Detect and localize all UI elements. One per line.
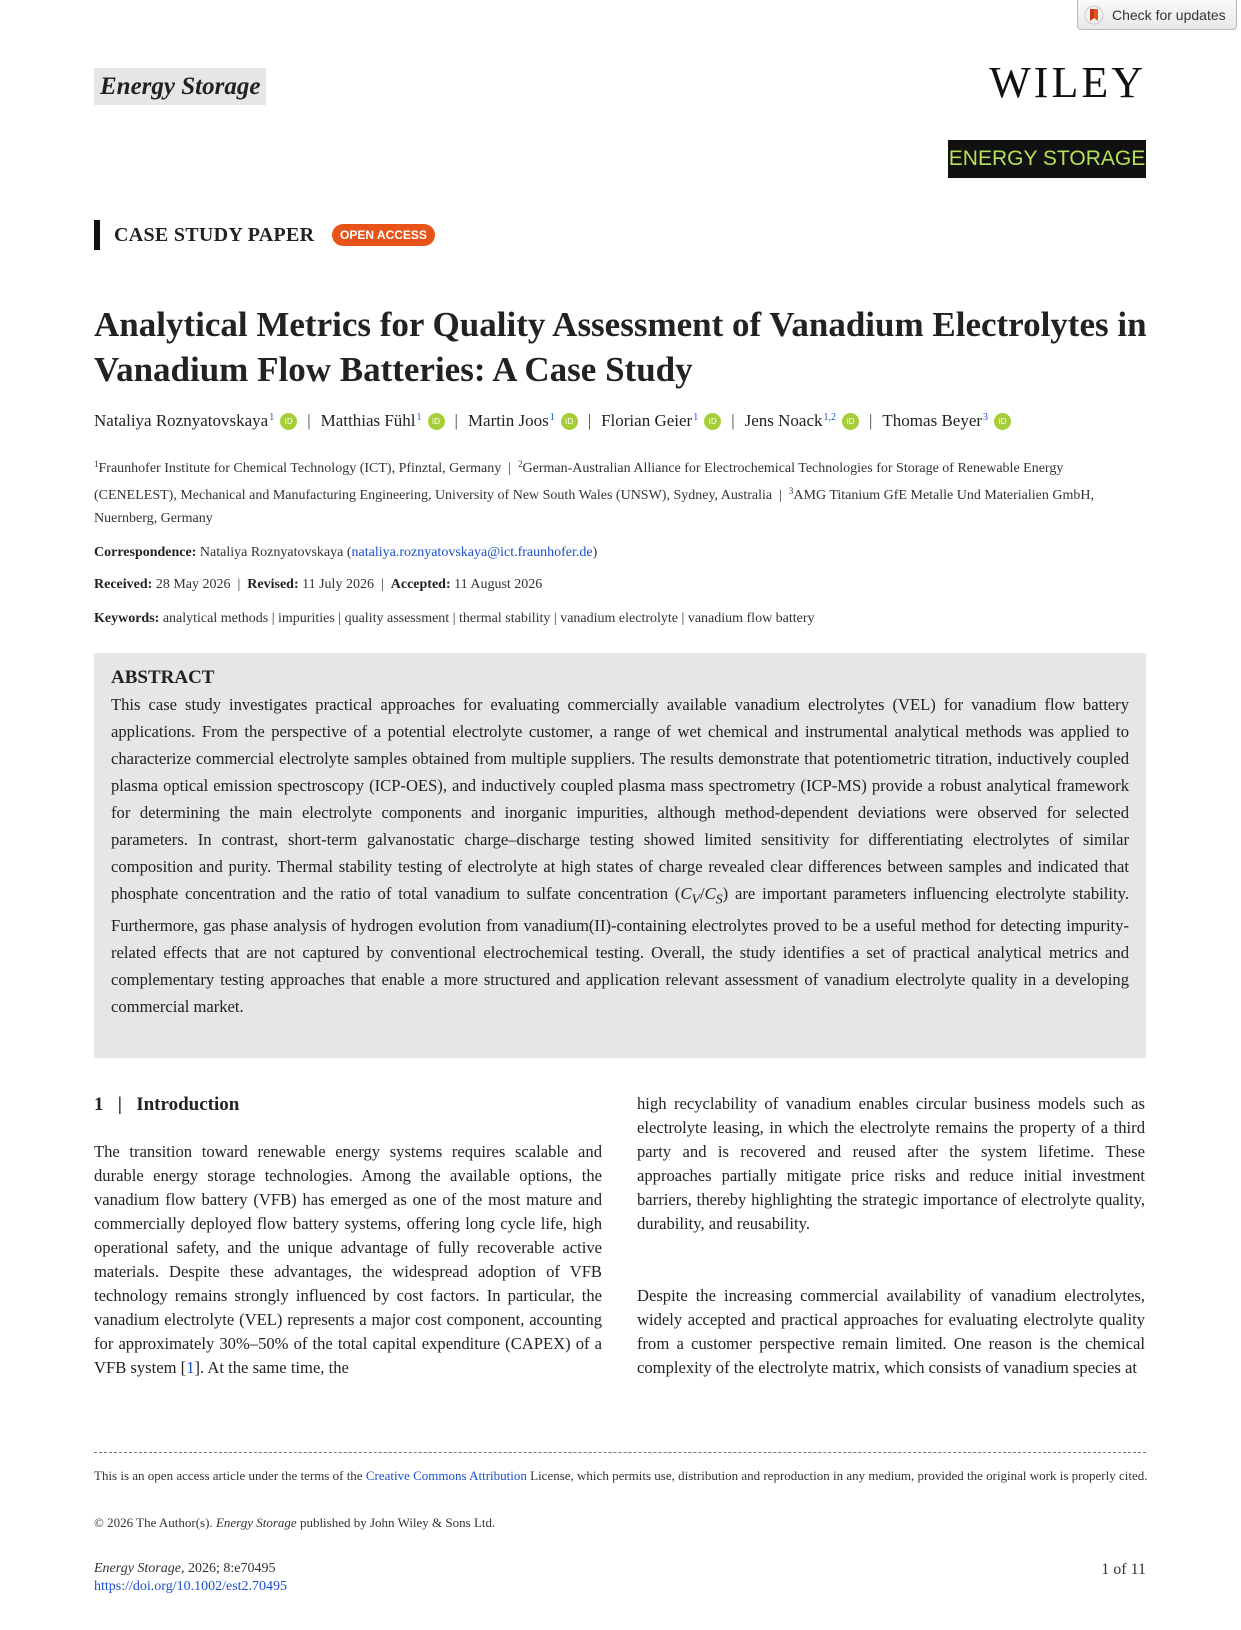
footer-citation (94, 1560, 275, 1578)
abstract-text: This case study investigates practical approaches for evaluating commercially available vanadium electrolytes (VEL) for vanadium flow battery applications. From the perspective of a potential electrolyte customer, a range of wet chemical and instrumental analytical methods was applied to characterize commercial electrolyte samples obtained from multiple suppliers. The results demonstrate that potentiometric titration, inductively coupled plasma optical emission spectroscopy (ICP-OES), and inductively coupled plasma mass spectrometry (ICP-MS) provide a robust analytical framework for determining the main electrolyte components and inorganic impurities, although method-dependent deviations were observed for selected parameters. In contrast, short-term galvanostatic charge–discharge testing showed limited sensitivity for differentiating electrolytes of similar composition and purity. Thermal stability testing of electrolyte at high states of charge revealed clear differences between samples and indicated that phosphate concentration and the ratio of total vanadium to sulfate concentration $(C_V/C_S)$ are important parameters influencing electrolyte stability. Furthermore, gas phase analysis of hydrogen evolution from vanadium(II)-containing electrolytes proved to be a useful method for detecting impurity-related effects that are not captured by conventional electrochemical testing. Overall, the study identifies a set of practical analytical metrics and complementary testing approaches that enable a more structured and application relevant assessment of vanadium electrolyte quality in a developing commercial market. (111, 695, 1130, 1017)
open-access-badge: OPEN ACCESS (332, 224, 435, 246)
intro-left-column (94, 1140, 602, 1380)
copyright-text: published by John Wiley & Sons Ltd. (296, 1515, 496, 1530)
accepted-date: 11 August 2026 (454, 577, 543, 592)
correspondence-label: Correspondence: (94, 545, 197, 560)
author-affiliation-sup: 1 (269, 412, 275, 423)
orcid-icon[interactable]: iD (428, 413, 445, 430)
paragraph-text: The transition toward renewable energy systems requires scalable and durable energy storage technologies. Among the available options, the vanadium flow battery (VFB) has emerged as one of the most mature and commercially deployed flow battery systems, offering long cycle life, high operational safety, and the unique advantage of fully recoverable active materials. Despite these advantages, the widespread adoption of VFB technology remains strongly influenced by cost factors. In particular, the vanadium electrolyte (VEL) represents a major cost component, accounting for approximately 30%–50% of the total capital expenditure (CAPEX) of a VFB system [ (94, 1142, 602, 1377)
affiliations: $^1$Fraunhofer Institute for Chemical Technology (ICT), Pfinztal, Germany | $^2$German-Australian Alliance for Electrochemical Technologies for Storage of Renewable Energy (CENELEST), Mechanical and Manufacturing Engineering, University of New South Wales (UNSW), Sydney, Australia | $^3$AMG Titanium GfE Metalle Und Materialien GmbH, Nuernberg, Germany (94, 459, 1094, 526)
orcid-icon[interactable]: iD (280, 413, 297, 430)
affiliation-number: 1 (94, 459, 99, 469)
author-list (94, 406, 1174, 433)
orcid-icon[interactable]: iD (994, 413, 1011, 430)
copyright (94, 1512, 495, 1534)
author[interactable] (94, 411, 274, 430)
keyword: impurities (278, 611, 335, 626)
author-affiliation-sup: 1 (693, 412, 699, 423)
orcid-icon[interactable]: iD (561, 413, 578, 430)
author-affiliation-sup: 1 (416, 412, 422, 423)
received-date: 28 May 2026 (155, 577, 231, 592)
keyword: vanadium flow battery (687, 611, 815, 626)
license-text: This is an open access article under the terms of the (94, 1468, 366, 1483)
intro-right-paragraph: high recyclability of vanadium enables circular business models such as electrolyte leasing, in which the electrolyte remains the property of a third party and is recovered and reused after the system lifetime. These approaches partially mitigate price risks and reduce initial investment barriers, thereby highlighting the strategic importance of electrolyte quality, durability, and reusability. (637, 1094, 1145, 1233)
correspondence-name: Nataliya Roznyatovskaya (199, 545, 344, 560)
orcid-icon[interactable]: iD (842, 413, 859, 430)
abstract-box (94, 653, 1146, 1058)
journal-brand-box: ENERGY STORAGE (948, 140, 1146, 178)
correspondence-email-link[interactable]: nataliya.roznyatovskaya@ict.fraunhofer.de (351, 545, 593, 560)
keywords-label: Keywords: (94, 611, 160, 626)
revised-date: 11 July 2026 (302, 577, 374, 592)
accepted-label: Accepted: (390, 577, 451, 592)
keywords: Keywords: analytical methods | impurities | quality assessment | thermal stability | vanadium electrolyte | vanadium flow battery (94, 611, 815, 626)
author[interactable] (745, 411, 836, 430)
author-separator: | (869, 411, 873, 430)
author-affiliation-sup: 1,2 (823, 412, 837, 423)
ratio-subscript: V (691, 891, 700, 907)
license-statement (94, 1465, 1154, 1487)
copyright-text: © 2026 The Author(s). (94, 1515, 216, 1530)
license-link[interactable]: Creative Commons Attribution (365, 1468, 527, 1483)
section-number: 1 (94, 1094, 104, 1115)
author[interactable] (601, 411, 698, 430)
abstract-text-part: ) are important parameters influencing electrolyte stability. Furthermore, gas phase analysis of hydrogen evolution from vanadium(II)-containing electrolytes proved to be a useful method for detecting impurity-related effects that are not captured by conventional electrochemical testing. Overall, the study identifies a set of practical analytical metrics and complementary testing approaches that enable a more structured and application relevant assessment of vanadium electrolyte quality in a developing commercial market. (111, 884, 1130, 1017)
citation-link[interactable]: 1 (186, 1358, 195, 1377)
paragraph-text: ]. At the same time, the (194, 1358, 349, 1377)
author-name: Martin Joos (467, 411, 549, 430)
keyword: thermal stability (459, 611, 551, 626)
license-text: License, which permits use, distribution and reproduction in any medium, provided the original work is properly cited. (526, 1468, 1148, 1483)
check-for-updates-label: Check for updates (1112, 6, 1226, 23)
footer-volume: 2026; 8:e70495 (184, 1561, 276, 1576)
paper-title: Analytical Metrics for Quality Assessment of Vanadium Electrolytes in Vanadium Flow Batteries: A Case Study (94, 305, 1147, 389)
author-separator: | (731, 411, 735, 430)
footer-journal-name: Energy Storage, (94, 1561, 185, 1576)
author-separator: | (307, 411, 311, 430)
keyword: vanadium electrolyte (560, 611, 678, 626)
author-name: Nataliya Roznyatovskaya (94, 411, 269, 430)
orcid-icon[interactable]: iD (704, 413, 721, 430)
ratio-subscript: S (715, 891, 723, 907)
author-name: Matthias Fühl (320, 411, 416, 430)
correspondence: Correspondence: Nataliya Roznyatovskaya (nataliya.roznyatovskaya@ict.fraunhofer.de) (94, 545, 598, 560)
ratio-cv (680, 884, 700, 907)
article-type-bar (94, 220, 100, 250)
article-dates: Received: 28 May 2026 | Revised: 11 July 2026 | Accepted: 11 August 2026 (94, 577, 543, 592)
copyright-journal: Energy Storage (215, 1515, 297, 1530)
received-label: Received: (94, 577, 153, 592)
wiley-logo: WILEY (989, 58, 1146, 107)
author-separator: | (454, 411, 458, 430)
revised-label: Revised: (247, 577, 299, 592)
page-number: 1 of 11 (1101, 1561, 1146, 1578)
author-name: Thomas Beyer (882, 411, 983, 430)
author-affiliation-sup: 3 (983, 412, 989, 423)
check-for-updates-button[interactable] (1077, 0, 1237, 30)
article-type: CASE STUDY PAPER (114, 224, 315, 246)
author-name: Florian Geier (601, 411, 693, 430)
affiliation-number: 3 (788, 486, 794, 496)
author[interactable] (321, 411, 422, 430)
footnote-divider (94, 1452, 1146, 1453)
keyword: analytical methods (162, 611, 269, 626)
section-title: Introduction (136, 1094, 240, 1115)
affiliation: AMG Titanium GfE Metalle Und Materialien GmbH, Nuernberg, Germany (94, 488, 1094, 526)
doi-link[interactable]: https://doi.org/10.1002/est2.70495 (94, 1579, 288, 1594)
ratio-symbol: C (704, 884, 716, 903)
section-heading: 1 | Introduction (94, 1094, 240, 1115)
author[interactable] (882, 411, 988, 430)
abstract-text-part: This case study investigates practical approaches for evaluating commercially available vanadium electrolytes (VEL) for vanadium flow battery applications. From the perspective of a potential electrolyte customer, a range of wet chemical and instrumental analytical methods was applied to characterize commercial electrolyte samples obtained from multiple suppliers. The results demonstrate that potentiometric titration, inductively coupled plasma optical emission spectroscopy (ICP-OES), and inductively coupled plasma mass spectrometry (ICP-MS) provide a robust analytical framework for determining the main electrolyte components and inorganic impurities, although method-dependent deviations were observed for selected parameters. In contrast, short-term galvanostatic charge–discharge testing showed limited sensitivity for differentiating electrolytes of similar composition and purity. Thermal stability testing of electrolyte at high states of charge revealed clear differences between samples and indicated that phosphate concentration and the ratio of total vanadium to sulfate concentration ( (111, 695, 1129, 903)
bookmark-icon (1084, 5, 1104, 25)
author-name: Jens Noack (744, 411, 823, 430)
keyword: quality assessment (344, 611, 450, 626)
author-affiliation-sup: 1 (549, 412, 555, 423)
affiliation: Fraunhofer Institute for Chemical Technology (ICT), Pfinztal, Germany (98, 461, 502, 476)
ratio-symbol: C (680, 884, 692, 903)
author[interactable] (468, 411, 555, 430)
affiliation: German-Australian Alliance for Electrochemical Technologies for Storage of Renewable Energy (CENELEST), Mechanical and Manufacturing Engineering, University of New South Wales (UNSW), Sydney, Australia (94, 461, 1064, 503)
author-separator: | (587, 411, 592, 430)
affiliation-number: 2 (518, 459, 523, 469)
ratio-cs (704, 884, 723, 907)
intro-right-paragraph: Despite the increasing commercial availability of vanadium electrolytes, widely accepted and practical approaches for evaluating electrolyte quality from a customer perspective remain limited. One reason is the chemical complexity of the electrolyte matrix, which consists of vanadium species at (637, 1286, 1145, 1377)
abstract-heading: ABSTRACT (111, 667, 215, 688)
journal-badge: Energy Storage (94, 68, 266, 105)
